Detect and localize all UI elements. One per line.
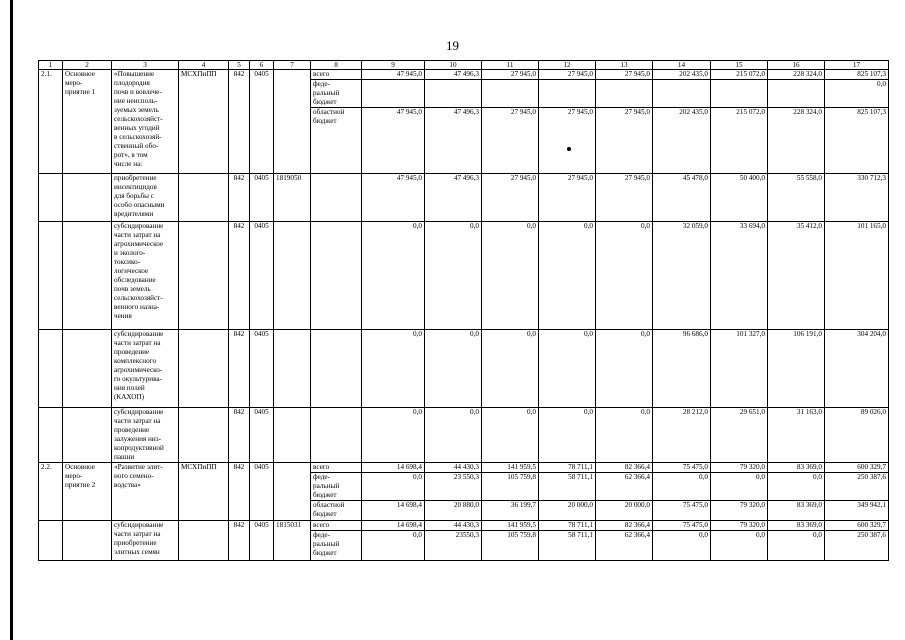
amount-cell: 202 435,0 xyxy=(653,108,711,174)
executor xyxy=(179,521,229,561)
column-number-5: 5 xyxy=(229,61,250,70)
column-number-16: 16 xyxy=(768,61,825,70)
column-number-8: 8 xyxy=(311,61,362,70)
section-number xyxy=(39,330,63,408)
section-number: 2.2. xyxy=(39,463,63,521)
amount-cell: 600 329,7 xyxy=(825,463,889,473)
amount-cell: 83 369,0 xyxy=(768,521,825,531)
measure-description: приобретение инсектицидов для борьбы с особо опасными вредителями xyxy=(112,174,179,222)
column-number-2: 2 xyxy=(63,61,112,70)
amount-cell: 0,0 xyxy=(482,330,539,408)
target-article-code xyxy=(274,70,311,174)
page-number: 19 xyxy=(446,38,459,53)
amount-cell: 78 711,1 xyxy=(539,463,596,473)
amount-cell: 75 475,0 xyxy=(653,521,711,531)
amount-cell: 20 000,0 xyxy=(539,501,596,521)
amount-cell: 14 698,4 xyxy=(362,501,425,521)
amount-cell: 96 686,0 xyxy=(653,330,711,408)
section-number xyxy=(39,408,63,463)
funding-source xyxy=(311,174,362,222)
executor xyxy=(179,408,229,463)
amount-cell: 228 324,0 xyxy=(768,70,825,80)
column-number-9: 9 xyxy=(362,61,425,70)
column-number-12: 12 xyxy=(539,61,596,70)
executor xyxy=(179,222,229,330)
measure-description: «Развитие элит- ного семено- водства» xyxy=(112,463,179,521)
amount-cell: 0,0 xyxy=(362,408,425,463)
amount-cell: 0,0 xyxy=(425,330,482,408)
amount-cell: 58 711,1 xyxy=(539,531,596,561)
budget-code: 842 xyxy=(229,521,250,561)
funding-source: феде- ральный бюджет xyxy=(311,80,362,108)
target-article-code xyxy=(274,408,311,463)
amount-cell: 27 945,0 xyxy=(596,174,653,222)
section-code: 0405 xyxy=(250,330,274,408)
amount-cell xyxy=(711,80,768,108)
amount-cell xyxy=(482,80,539,108)
amount-cell: 0,0 xyxy=(711,531,768,561)
target-article-code: 1815031 xyxy=(274,521,311,561)
column-number-4: 4 xyxy=(179,61,229,70)
measure-description: субсидирование части затрат на агрохимическое и эколого- токсико- логическое обследование почв земель сельскохозяйст- венного назна- чения xyxy=(112,222,179,330)
budget-code: 842 xyxy=(229,330,250,408)
amount-cell xyxy=(596,80,653,108)
measure-description: субсидирование части затрат на проведение залужения низ- копродуктивной пашни xyxy=(112,408,179,463)
amount-cell: 105 759,8 xyxy=(482,473,539,501)
amount-cell: 75 475,0 xyxy=(653,501,711,521)
amount-cell: 44 430,3 xyxy=(425,463,482,473)
amount-cell: 82 366,4 xyxy=(596,521,653,531)
executor: МСХПиПП xyxy=(179,70,229,174)
column-number-17: 17 xyxy=(825,61,889,70)
column-number-3: 3 xyxy=(112,61,179,70)
event-name xyxy=(63,330,112,408)
target-article-code: 1819050 xyxy=(274,174,311,222)
section-code: 0405 xyxy=(250,174,274,222)
amount-cell: 825 107,3 xyxy=(825,70,889,80)
amount-cell: 58 711,1 xyxy=(539,473,596,501)
section-number xyxy=(39,222,63,330)
table-row xyxy=(39,330,889,408)
amount-cell: 0,0 xyxy=(425,222,482,330)
measure-description: «Повышение плодородия почв и вовлече- ние неисполь- зуемых земель сельскохозяйст- венных угодий в сельскохозяй- ственный обо- рот», в том числе на: xyxy=(112,70,179,174)
amount-cell: 228 324,0 xyxy=(768,108,825,174)
funding-source xyxy=(311,222,362,330)
amount-cell: 101 165,0 xyxy=(825,222,889,330)
page-margin-bar xyxy=(10,0,13,640)
budget-code: 842 xyxy=(229,463,250,521)
column-number-14: 14 xyxy=(653,61,711,70)
amount-cell: 83 369,0 xyxy=(768,501,825,521)
budget-table xyxy=(38,60,889,561)
amount-cell: 141 959,5 xyxy=(482,463,539,473)
column-number-6: 6 xyxy=(250,61,274,70)
event-name xyxy=(63,222,112,330)
amount-cell: 0,0 xyxy=(362,531,425,561)
amount-cell: 215 072,0 xyxy=(711,70,768,80)
table-row xyxy=(39,70,889,80)
amount-cell: 31 163,0 xyxy=(768,408,825,463)
amount-cell: 27 945,0 xyxy=(482,70,539,80)
amount-cell: 105 759,8 xyxy=(482,531,539,561)
table-row xyxy=(39,408,889,463)
executor xyxy=(179,174,229,222)
target-article-code xyxy=(274,222,311,330)
amount-cell: 89 026,0 xyxy=(825,408,889,463)
amount-cell: 0,0 xyxy=(596,408,653,463)
section-number: 2.1. xyxy=(39,70,63,174)
amount-cell: 44 430,3 xyxy=(425,521,482,531)
budget-code: 842 xyxy=(229,408,250,463)
table-row xyxy=(39,463,889,473)
funding-source: всего xyxy=(311,463,362,473)
amount-cell: 0,0 xyxy=(653,531,711,561)
amount-cell: 14 698,4 xyxy=(362,463,425,473)
amount-cell: 141 959,5 xyxy=(482,521,539,531)
amount-cell: 349 942,1 xyxy=(825,501,889,521)
table-row xyxy=(39,222,889,330)
amount-cell: 78 711,1 xyxy=(539,521,596,531)
funding-source: областной бюджет xyxy=(311,501,362,521)
amount-cell: 0,0 xyxy=(596,330,653,408)
amount-cell xyxy=(425,80,482,108)
amount-cell: 202 435,0 xyxy=(653,70,711,80)
amount-cell: 330 712,3 xyxy=(825,174,889,222)
section-code: 0405 xyxy=(250,521,274,561)
amount-cell: 0,0 xyxy=(362,330,425,408)
amount-cell: 47 945,0 xyxy=(362,108,425,174)
column-number-11: 11 xyxy=(482,61,539,70)
amount-cell: 27 945,0 xyxy=(596,108,653,174)
column-number-15: 15 xyxy=(711,61,768,70)
amount-cell: 14 698,4 xyxy=(362,521,425,531)
amount-cell: 304 204,0 xyxy=(825,330,889,408)
amount-cell: 0,0 xyxy=(768,531,825,561)
amount-cell: 0,0 xyxy=(825,80,889,108)
amount-cell: 0,0 xyxy=(362,222,425,330)
section-code: 0405 xyxy=(250,70,274,174)
amount-cell: 75 475,0 xyxy=(653,463,711,473)
header-row xyxy=(39,61,889,70)
amount-cell: 35 412,0 xyxy=(768,222,825,330)
section-code: 0405 xyxy=(250,222,274,330)
amount-cell: 0,0 xyxy=(711,473,768,501)
amount-cell: 62 366,4 xyxy=(596,473,653,501)
amount-cell: 32 059,0 xyxy=(653,222,711,330)
amount-cell: 47 945,0 xyxy=(362,70,425,80)
amount-cell: 215 072,0 xyxy=(711,108,768,174)
funding-source: всего xyxy=(311,521,362,531)
amount-cell xyxy=(653,80,711,108)
amount-cell: 600 329,7 xyxy=(825,521,889,531)
amount-cell: 27 945,0 xyxy=(539,108,596,174)
amount-cell: 23 550,3 xyxy=(425,473,482,501)
executor: МСХПиПП xyxy=(179,463,229,521)
event-name: Основное меро- приятие 1 xyxy=(63,70,112,174)
executor xyxy=(179,330,229,408)
measure-description: субсидирование части затрат на приобретение элитных семян xyxy=(112,521,179,561)
amount-cell: 0,0 xyxy=(596,222,653,330)
amount-cell: 0,0 xyxy=(482,408,539,463)
amount-cell: 0,0 xyxy=(768,473,825,501)
section-number xyxy=(39,174,63,222)
section-code: 0405 xyxy=(250,463,274,521)
column-number-10: 10 xyxy=(425,61,482,70)
amount-cell: 106 191,0 xyxy=(768,330,825,408)
amount-cell: 79 320,0 xyxy=(711,501,768,521)
amount-cell: 0,0 xyxy=(425,408,482,463)
amount-cell: 0,0 xyxy=(653,473,711,501)
amount-cell: 0,0 xyxy=(539,408,596,463)
amount-cell: 27 945,0 xyxy=(539,174,596,222)
funding-source: всего xyxy=(311,70,362,80)
table-row xyxy=(39,174,889,222)
amount-cell: 45 478,0 xyxy=(653,174,711,222)
section-code: 0405 xyxy=(250,408,274,463)
amount-cell: 79 320,0 xyxy=(711,521,768,531)
amount-cell: 20 000,0 xyxy=(596,501,653,521)
funding-source: областной бюджет xyxy=(311,108,362,174)
target-article-code xyxy=(274,463,311,521)
funding-source xyxy=(311,330,362,408)
event-name xyxy=(63,408,112,463)
budget-code: 842 xyxy=(229,222,250,330)
amount-cell: 47 496,3 xyxy=(425,174,482,222)
amount-cell: 62 366,4 xyxy=(596,531,653,561)
event-name: Основное меро- приятие 2 xyxy=(63,463,112,521)
section-number xyxy=(39,521,63,561)
amount-cell: 50 400,0 xyxy=(711,174,768,222)
target-article-code xyxy=(274,330,311,408)
amount-cell: 101 327,0 xyxy=(711,330,768,408)
amount-cell: 825 107,3 xyxy=(825,108,889,174)
amount-cell xyxy=(768,80,825,108)
column-number-1: 1 xyxy=(39,61,63,70)
funding-source: феде- ральный бюджет xyxy=(311,531,362,561)
funding-source: феде- ральный бюджет xyxy=(311,473,362,501)
amount-cell: 0,0 xyxy=(362,473,425,501)
table-row xyxy=(39,521,889,531)
amount-cell: 47 496,3 xyxy=(425,70,482,80)
amount-cell: 27 945,0 xyxy=(539,70,596,80)
amount-cell: 250 387,6 xyxy=(825,473,889,501)
amount-cell: 82 366,4 xyxy=(596,463,653,473)
amount-cell: 47 496,3 xyxy=(425,108,482,174)
amount-cell: 27 945,0 xyxy=(596,70,653,80)
budget-table-body xyxy=(39,61,889,561)
amount-cell xyxy=(362,80,425,108)
amount-cell: 0,0 xyxy=(482,222,539,330)
amount-cell: 47 945,0 xyxy=(362,174,425,222)
amount-cell: 0,0 xyxy=(539,222,596,330)
amount-cell: 20 880,0 xyxy=(425,501,482,521)
amount-cell: 23550,3 xyxy=(425,531,482,561)
amount-cell: 250 387,6 xyxy=(825,531,889,561)
amount-cell: 79 320,0 xyxy=(711,463,768,473)
amount-cell: 33 694,0 xyxy=(711,222,768,330)
amount-cell: 83 369,0 xyxy=(768,463,825,473)
measure-description: субсидирование части затрат на проведение комплексного агрохимическо- го окультурива- ния полей (КАХОП) xyxy=(112,330,179,408)
amount-cell xyxy=(539,80,596,108)
amount-cell: 0,0 xyxy=(539,330,596,408)
column-number-7: 7 xyxy=(274,61,311,70)
amount-cell: 55 558,0 xyxy=(768,174,825,222)
event-name xyxy=(63,174,112,222)
budget-code: 842 xyxy=(229,70,250,174)
column-number-13: 13 xyxy=(596,61,653,70)
funding-source xyxy=(311,408,362,463)
budget-code: 842 xyxy=(229,174,250,222)
amount-cell: 36 199,7 xyxy=(482,501,539,521)
amount-cell: 27 945,0 xyxy=(482,174,539,222)
amount-cell: 28 212,0 xyxy=(653,408,711,463)
amount-cell: 27 945,0 xyxy=(482,108,539,174)
event-name xyxy=(63,521,112,561)
amount-cell: 29 651,0 xyxy=(711,408,768,463)
